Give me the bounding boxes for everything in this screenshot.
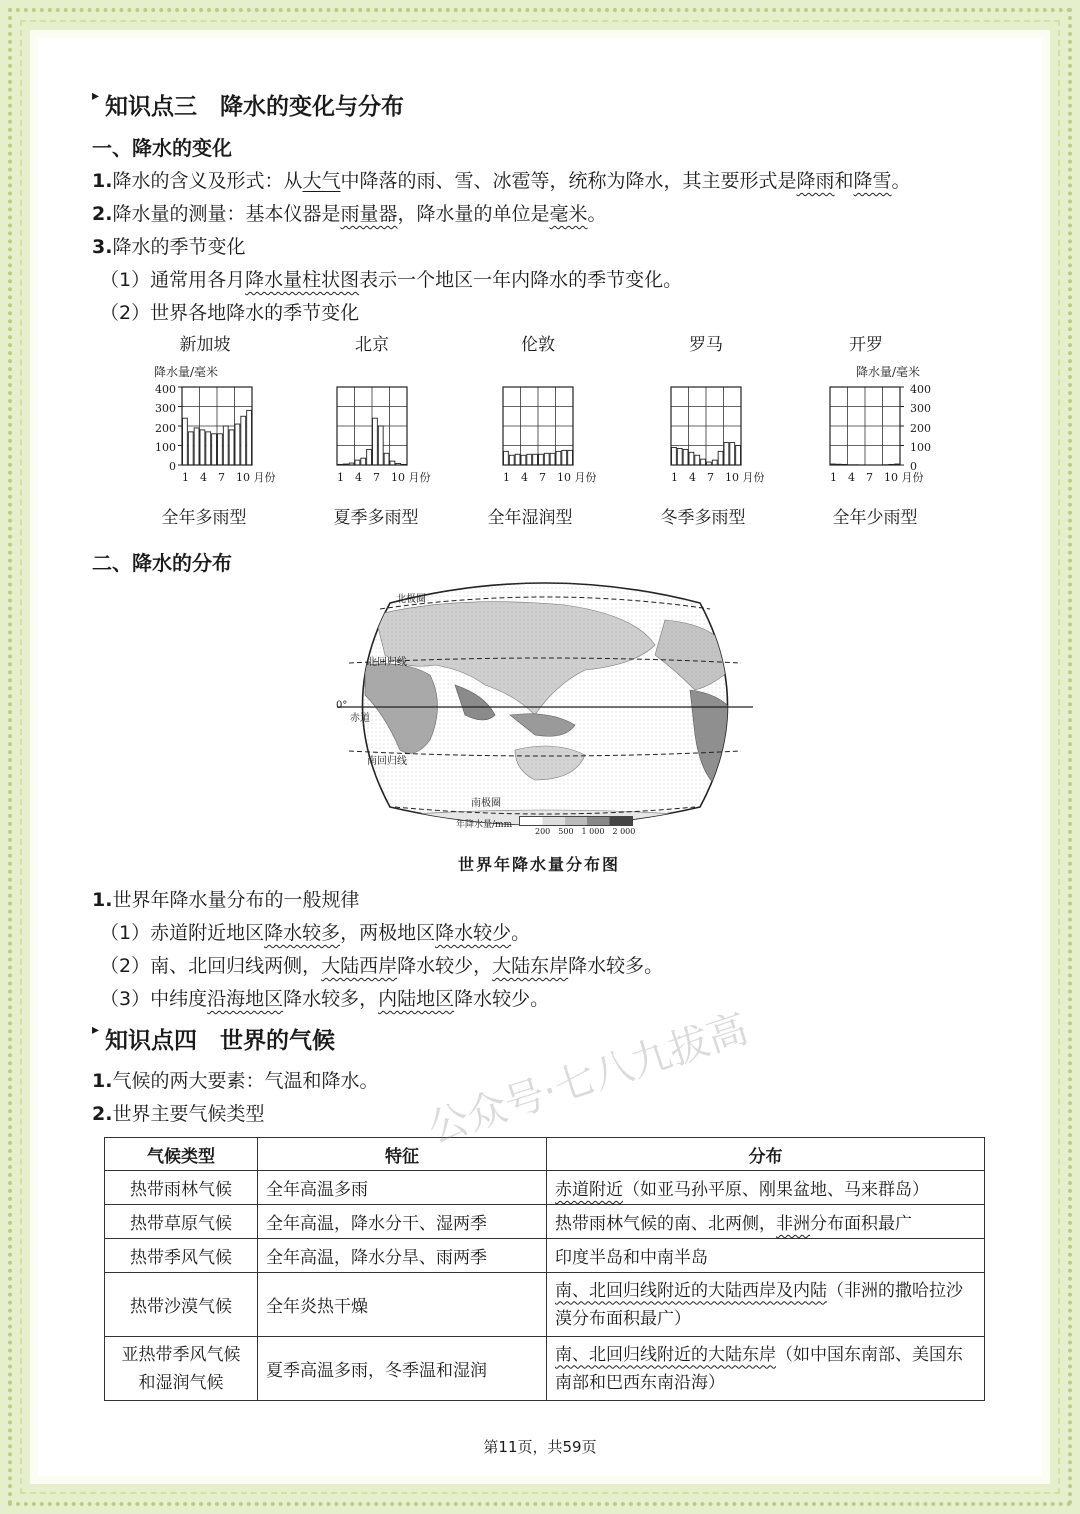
x-tick-labels: 1 4 7 10 [337, 471, 405, 484]
keyword-wavy: 雨量器 [340, 203, 398, 225]
cell-distribution [547, 1171, 985, 1205]
label-tropic-of-cancer: 北回归线 [367, 657, 407, 668]
page-number: 第11页，共59页 [483, 1438, 597, 1456]
keyword-wavy: 南、北回归线附近的大陆东岸 [555, 1344, 776, 1365]
chart-title-cairo: 开罗 [849, 335, 883, 355]
item-number: 1. [92, 170, 113, 192]
keyword-wavy: 沿海地区 [207, 988, 284, 1010]
chart-title-beijing: 北京 [355, 335, 389, 355]
chart-title-singapore: 新加坡 [179, 335, 231, 355]
item-number: 1. [92, 1070, 113, 1092]
keyword-wavy: 大陆东岸 [492, 955, 569, 977]
bar-4 [521, 455, 526, 465]
bar-12 [247, 410, 252, 465]
bar-9 [550, 453, 555, 465]
text: 降水较多， [283, 988, 379, 1010]
keyword-wavy: 降水量柱状图 [245, 269, 360, 291]
text: 和 [834, 170, 854, 192]
bar-1 [672, 447, 677, 465]
text: 分布面积最广 [810, 1214, 912, 1234]
bar-5 [361, 458, 366, 465]
text: ，降水量的单位是 [397, 203, 550, 225]
bar-10 [235, 424, 240, 465]
bar-11 [241, 416, 246, 465]
label-arctic-circle: 北极圈 [396, 594, 426, 605]
y-tick: 100 [155, 440, 176, 454]
text: 和湿润气候 [138, 1372, 224, 1393]
text: 。 [511, 922, 531, 944]
cell-distribution [547, 1337, 985, 1401]
keyword-wavy: 内陆地区 [378, 988, 455, 1010]
y-axis-unit-left: 降水量/毫米 [154, 365, 219, 379]
item-number: 2. [92, 1103, 113, 1125]
table-row [105, 1171, 985, 1205]
bar-3 [194, 428, 199, 465]
bar-2 [509, 455, 514, 465]
x-axis-unit: 月份 [901, 471, 924, 484]
cell-feature: 全年高温多雨 [258, 1171, 547, 1205]
keyword-wavy: 降水较多 [264, 922, 341, 944]
keyword-wavy: 毫米 [549, 203, 588, 225]
text: 降水的季节变化 [112, 236, 246, 258]
x-tick-labels: 1 4 7 10 [182, 471, 250, 484]
text: （1）通常用各月 [100, 269, 246, 291]
cell-type: 热带雨林气候 [105, 1171, 258, 1205]
legend-title: 年降水量/mm [456, 820, 513, 830]
bar-9 [229, 430, 234, 465]
kp3-title: 知识点三 降水的变化与分布 [105, 94, 405, 120]
label-tropic-of-capricorn: 南回归线 [367, 756, 407, 767]
y-axis-unit-right: 降水量/毫米 [856, 365, 921, 379]
text: 热带雨林气候的南、北两侧， [555, 1214, 776, 1234]
x-tick-labels: 1 4 7 10 [671, 471, 739, 484]
table-row [105, 1205, 985, 1239]
text: 。 [587, 203, 607, 225]
text: （如中国东南部、美国东南部和巴西东南沿海） [555, 1344, 963, 1393]
bar-11 [562, 450, 567, 465]
table-row [105, 1337, 985, 1401]
header-cell: 特征 [258, 1138, 547, 1171]
precipitation-bar-charts [0, 0, 1080, 520]
keyword-wavy: 赤道附近 [555, 1180, 623, 1200]
bar-8 [712, 460, 717, 465]
label-antarctic-circle: 南极圈 [471, 798, 501, 809]
item-number: 3. [92, 236, 113, 258]
y-tick: 300 [910, 402, 931, 416]
y-tick: 200 [910, 421, 931, 435]
bar-12 [568, 450, 573, 465]
text: 。 [891, 170, 911, 192]
climate-types-table [104, 1137, 985, 1401]
cell-feature: 全年高温，降水分旱、雨两季 [258, 1239, 547, 1273]
paragraph-q1c [100, 984, 549, 1011]
y-tick: 300 [155, 402, 176, 416]
keyword-wavy: 南、北回归线附近的大陆西岸及内陆 [555, 1280, 827, 1301]
paragraph-3b: （2）世界各地降水的季节变化 [100, 302, 360, 324]
bar-4 [689, 452, 694, 465]
bar-7 [539, 454, 544, 465]
text: （1）赤道附近地区 [100, 922, 265, 944]
subsection-heading-1: 一、降水的变化 [92, 136, 232, 160]
text: （3）中纬度 [100, 988, 208, 1010]
cell-distribution [547, 1273, 985, 1337]
bar-9 [384, 453, 389, 465]
paragraph-r1 [92, 1066, 378, 1093]
bar-5 [206, 432, 211, 465]
bar-8 [544, 453, 549, 465]
paragraph-q1a [100, 918, 530, 945]
chart-caption-beijing: 夏季多雨型 [333, 508, 419, 528]
bullet-icon: ▸ [92, 1022, 100, 1038]
text: 世界主要气候类型 [112, 1103, 265, 1125]
bar-1 [183, 418, 188, 465]
text: ，两极地区 [340, 922, 436, 944]
keyword-wavy: 降水较少 [435, 922, 512, 944]
paragraph-r2 [92, 1099, 264, 1126]
table-row [105, 1239, 985, 1273]
text: 中降落的雨、雪、冰雹等，统称为降水，其主要形式是 [340, 170, 797, 192]
bullet-icon: ▸ [92, 88, 100, 104]
keyword-wavy: 降雨 [796, 170, 835, 192]
y-tick: 0 [169, 460, 176, 474]
bar-6 [367, 449, 372, 465]
x-axis-unit: 月份 [408, 471, 431, 484]
kp4-title: 知识点四 世界的气候 [105, 1028, 336, 1054]
x-axis-unit: 月份 [574, 471, 597, 484]
bar-7 [373, 418, 378, 465]
text: 亚热带季风气候 [121, 1344, 241, 1365]
bar-6 [701, 459, 706, 465]
text: 降水较少。 [454, 988, 550, 1010]
table-header-row [105, 1138, 985, 1171]
y-tick: 200 [155, 421, 176, 435]
text: 降水较多。 [568, 955, 664, 977]
cell-distribution [547, 1205, 985, 1239]
chart-title-london: 伦敦 [521, 335, 555, 355]
y-tick: 400 [910, 383, 931, 396]
text: 气候的两大要素：气温和降水。 [112, 1070, 379, 1092]
cell-type [105, 1337, 258, 1401]
bar-6 [533, 454, 538, 465]
bar-10 [724, 443, 729, 465]
bar-8 [378, 426, 383, 465]
bar-12 [736, 446, 741, 466]
text: 降水量的测量：基本仪器是 [112, 203, 341, 225]
text: （非洲的撒哈拉沙漠分布面积最广） [555, 1280, 963, 1329]
bar-5 [695, 455, 700, 465]
cell-feature: 全年高温，降水分干、湿两季 [258, 1205, 547, 1239]
y-tick: 400 [155, 383, 176, 396]
text: （2）南、北回归线两侧， [100, 955, 322, 977]
chart-caption-rome: 冬季多雨型 [660, 508, 746, 528]
keyword-wavy: 降雪 [853, 170, 892, 192]
header-cell: 气候类型 [105, 1138, 258, 1171]
bar-3 [515, 454, 520, 465]
text: 表示一个地区一年内降水的季节变化。 [359, 269, 683, 291]
legend-ticks: 200 500 1 000 2 000 [535, 827, 636, 836]
label-equator: 赤道 [350, 713, 370, 724]
text: 降水的含义及形式：从 [112, 170, 303, 192]
keyword-underlined: 大气 [302, 170, 341, 192]
watermark: 公众号·七八九拔高 [422, 1005, 754, 1153]
bar-1 [504, 451, 509, 465]
x-tick-labels: 1 4 7 10 [503, 471, 571, 484]
cell-feature: 全年炎热干燥 [258, 1273, 547, 1337]
text: 世界年降水量分布的一般规律 [112, 889, 360, 911]
bar-5 [527, 454, 532, 465]
text: 降水较少， [397, 955, 493, 977]
chart-caption-london: 全年湿润型 [487, 508, 573, 528]
world-precipitation-map [335, 575, 755, 840]
section-heading-kp4 [92, 1022, 335, 1055]
paragraph-q1b [100, 951, 663, 978]
bar-8 [223, 426, 228, 465]
chart-title-rome: 罗马 [689, 335, 723, 355]
paragraph-q1 [92, 885, 359, 912]
x-axis-unit: 月份 [742, 471, 765, 484]
cell-feature: 夏季高温多雨，冬季温和湿润 [258, 1337, 547, 1401]
x-axis-unit: 月份 [253, 471, 276, 484]
chart-caption-cairo: 全年少雨型 [832, 508, 918, 528]
map-caption: 世界年降水量分布图 [458, 855, 621, 874]
label-zero-degree: 0° [336, 700, 348, 711]
bar-3 [683, 449, 688, 465]
cell-distribution: 印度半岛和中南半岛 [547, 1239, 985, 1273]
item-number: 2. [92, 203, 113, 225]
bar-9 [718, 451, 723, 465]
bar-11 [730, 443, 735, 465]
bar-6 [212, 434, 217, 465]
cell-type: 热带季风气候 [105, 1239, 258, 1273]
bar-2 [188, 432, 193, 465]
text: （如亚马孙平原、刚果盆地、马来群岛） [623, 1180, 929, 1200]
cell-type: 热带草原气候 [105, 1205, 258, 1239]
bar-10 [556, 451, 561, 465]
y-tick: 0 [910, 460, 917, 474]
chart-caption-singapore: 全年多雨型 [161, 508, 247, 528]
bar-2 [677, 448, 682, 465]
cell-type: 热带沙漠气候 [105, 1273, 258, 1337]
keyword-wavy: 大陆西岸 [321, 955, 398, 977]
header-cell: 分布 [547, 1138, 985, 1171]
keyword-wavy: 非洲 [776, 1214, 810, 1234]
x-tick-labels: 1 4 7 10 [830, 471, 898, 484]
bar-7 [218, 434, 223, 465]
subsection-heading-2: 二、降水的分布 [92, 551, 232, 575]
y-tick: 100 [910, 440, 931, 454]
legend-color-bar [519, 816, 633, 826]
item-number: 1. [92, 889, 113, 911]
table-row [105, 1273, 985, 1337]
bar-4 [355, 460, 360, 465]
bar-4 [200, 430, 205, 465]
